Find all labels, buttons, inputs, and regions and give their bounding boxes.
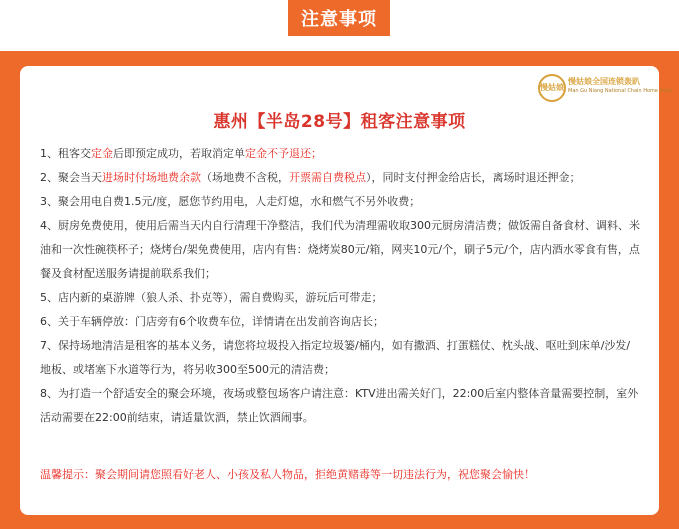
brand-logo <box>538 74 673 102</box>
rule-2-text-a: 2、聚会当天 <box>40 171 102 184</box>
warm-tip: 温馨提示：聚会期间请您照看好老人、小孩及私人物品，拒绝黄赌毒等一切违法行为，祝您聚会愉快！ <box>40 468 535 481</box>
rule-2-highlight-tax: 开票需自费税点 <box>289 171 366 184</box>
rule-7: 7、保持场地清洁是租客的基本义务，请您将垃圾投入指定垃圾篓/桶内，如有撒酒、打蛋糕仗、枕头战、呕吐到床单/沙发/地板、或堵塞下水道等行为，将另收300至500元的清洁费； <box>40 339 631 376</box>
rule-2-highlight-balance: 进场时付场地费余款 <box>102 171 201 184</box>
rule-5: 5、店内新的桌游牌（狼人杀、扑克等），需自费购买，游玩后可带走； <box>40 291 383 304</box>
logo-name: 慢姑娘全国连锁轰趴 <box>568 77 640 86</box>
rule-4: 4、厨房免费使用，使用后需当天内自行清理干净整洁，我们代为清理需收取300元厨房清洁费；做饭需自备食材、调料、米油和一次性碗筷杯子；烧烤台/架免费使用，店内有售：烧烤炭80元/箱，网夹10元/个，刷子5元/个，店内酒水零食有售，点餐及食材配送服务请提前联系我们； <box>40 219 640 280</box>
logo-subtitle: Man Gu Niang National Chain Home Party <box>568 88 673 94</box>
notice-tab: 注意事项 <box>288 0 390 36</box>
rule-8: 8、为打造一个舒适安全的聚会环境，夜场或整包场客户请注意：KTV进出需关好门，22:00后室内整体音量需要控制，室外活动需要在22:00前结束，请适量饮酒，禁止饮酒闹事。 <box>40 387 639 424</box>
rule-3: 3、聚会用电自费1.5元/度，愿您节约用电，人走灯熄，水和燃气不另外收费； <box>40 195 421 208</box>
page-title: 惠州【半岛28号】租客注意事项 <box>213 112 466 132</box>
rule-6: 6、关于车辆停放：门店旁有6个收费车位，详情请在出发前咨询店长； <box>40 315 384 328</box>
rule-2-text-e: ），同时支付押金给店长，离场时退还押金； <box>366 171 581 184</box>
rule-1-highlight-nonrefund: 定金不予退还； <box>245 147 322 160</box>
rule-2-text-c: （场地费不含税， <box>201 171 289 184</box>
rules-list <box>40 142 640 430</box>
logo-badge-icon: 慢姑娘 <box>538 74 566 102</box>
rule-1-text-c: 后即预定成功，若取消定单 <box>113 147 245 160</box>
rule-1 <box>40 142 640 166</box>
rule-1-text-a: 1、租客交 <box>40 147 91 160</box>
rule-2 <box>40 166 640 190</box>
rule-1-highlight-deposit: 定金 <box>91 147 113 160</box>
